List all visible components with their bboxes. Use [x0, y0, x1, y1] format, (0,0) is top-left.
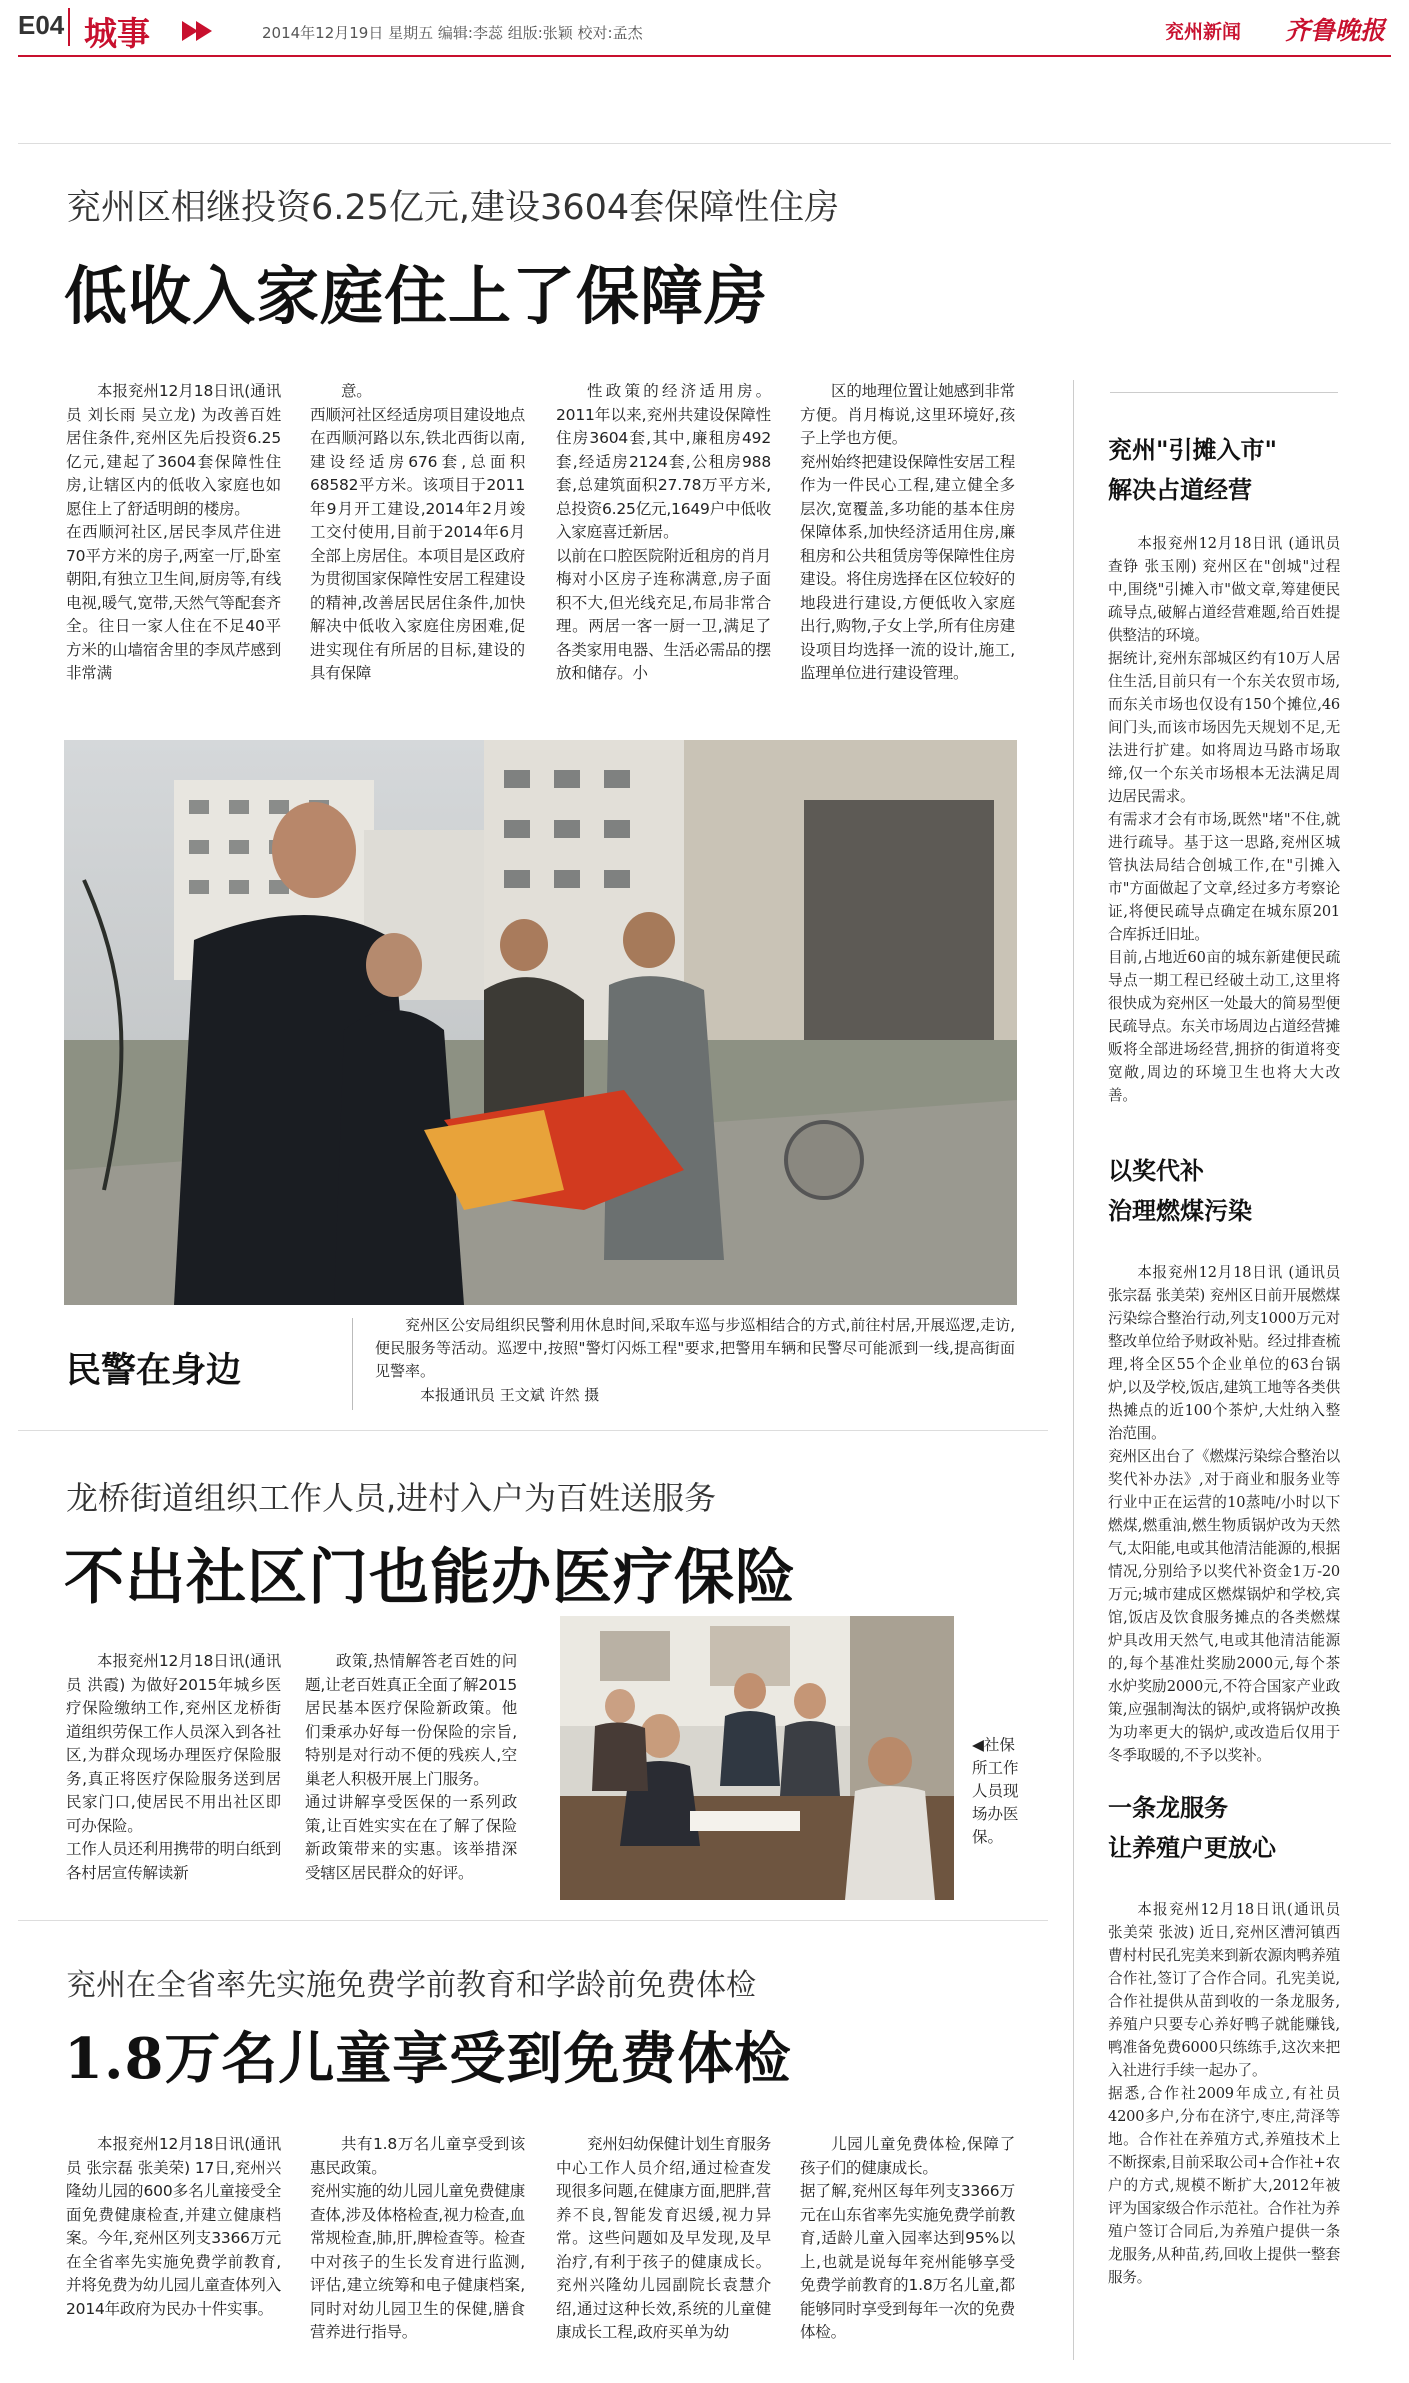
story3-headline: 1.8万名儿童享受到免费体检	[64, 2026, 792, 2092]
story3-col3: 兖州妇幼保健计划生育服务中心工作人员介绍,通过检查发现很多问题,在健康方面,肥胖,营养不良,智能发育迟缓,视力异常。这些问题如及早发现,及早治疗,有利于孩子的健康成长。兖州兴隆幼儿园副院长袁慧介绍,通过这种长效,系统的儿童健康成长工程,政府买单为幼	[556, 2135, 771, 2341]
sidebar-top-rule	[1110, 392, 1338, 393]
brand-masthead-logo: 齐鲁晚报	[1284, 16, 1385, 45]
story1-col3: 性政策的经济适用房。2011年以来,兖州共建设保障性住房3604套,其中,廉租房492套,经适房2124套,公租房988套,总建筑面积27.78万平方米,总投资6.25亿元,1649户中低收入家庭喜迁新居。 以前在口腔医院附近租房的肖月梅对小区房子连称满意,房子面积不大,但光线充足,布局非常合理。两居一客一厨一卫,满足了各类家用电器、生活必需品的摆放和储存。小	[556, 382, 771, 682]
story1-col2: 意。 西顺河社区经适房项目建设地点在西顺河路以东,铁北西街以南,建设经适房676套,总面积68582平方米。该项目于2011年9月开工建设,2014年2月竣工交付使用,目前于2014年6月全部上房居住。本项目是区政府为贯彻国家保障性安居工程建设的精神,改善居民居住条件,加快解决中低收入家庭住房困难,促进实现住有所居的目标,建设的具有保障	[310, 382, 525, 682]
sidebar-divider	[1073, 380, 1074, 2360]
photo2-caption: ◀社保所工作人员现场办医保。	[972, 1736, 1019, 1846]
header-rule	[18, 55, 1391, 57]
sidebar-a2-title1: 以奖代补	[1108, 1157, 1204, 1185]
caption-divider	[352, 1318, 353, 1410]
sidebar-a2-title2: 治理燃煤污染	[1108, 1197, 1252, 1225]
police-patrol-photo	[64, 740, 1017, 1305]
top-rule	[18, 143, 1391, 144]
story3-col4: 儿园儿童免费体检,保障了孩子们的健康成长。 据了解,兖州区每年列支3366万元在山东省率先实施免费学前教育,适龄儿童入园率达到95%以上,也就是说每年兖州能够享受免费学前教育的1.8万名儿童,都能够同时享受到每年一次的免费体检。	[800, 2135, 1015, 2341]
story3-col2: 共有1.8万名儿童享受到该惠民政策。 兖州实施的幼儿园儿童免费健康查体,涉及体格检查,视力检查,血常规检查,肺,肝,脾检查等。检查中对孩子的生长发育进行监测,评估,建立统筹和电子健康档案,同时对幼儿园卫生的保健,膳食营养进行指导。	[310, 2135, 525, 2341]
story2-col1: 本报兖州12月18日讯(通讯员 洪霞) 为做好2015年城乡医疗保险缴纳工作,兖州区龙桥街道组织劳保工作人员深入到各社区,为群众现场办理医疗保险服务,真正将医疗保险服务送到居民家门口,使居民不用出社区即可办保险。 工作人员还利用携带的明白纸到各村居宣传解读新	[66, 1652, 281, 1882]
section-rule-2	[18, 1430, 1048, 1431]
story1-col1: 本报兖州12月18日讯(通讯员 刘长雨 吴立龙) 为改善百姓居住条件,兖州区先后投资6.25亿元,建起了3604套保障性住房,让辖区内的低收入家庭也如愿住上了舒适明朗的楼房。 在西顺河社区,居民李凤芹住进70平方米的房子,两室一厅,卧室朝阳,有独立卫生间,厨房等,有线电视,暖气,宽带,天然气等配套齐全。往日一家人住在不足40平方米的山墙宿舍里的李凤芹感到非常满	[66, 382, 281, 682]
photo1-title: 民警在身边	[66, 1351, 242, 1391]
sidebar-a1-title2: 解决占道经营	[1108, 476, 1252, 504]
story2-col2: 政策,热情解答老百姓的问题,让老百姓真正全面了解2015居民基本医疗保险新政策。他们秉承办好每一份保险的宗旨,特别是对行动不便的残疾人,空巢老人积极开展上门服务。 通过讲解享受医保的一系列政策,让百姓实实在在了解了保险新政策带来的实惠。该举措深受辖区居民群众的好评。	[305, 1652, 517, 1882]
photo1-credit: 本报通讯员 王文斌 许然 摄	[420, 1386, 600, 1404]
sidebar-a1-text: 本报兖州12月18日讯 (通讯员 查铮 张玉刚) 兖州区在"创城"过程中,围绕"引摊入市"做文章,筹建便民疏导点,破解占道经营难题,给百姓提供整洁的环境。 据统计,兖州东部城区约有10万人居住生活,目前只有一个东关农贸市场,而东关市场也仅设有150个摊位,46间门头,而该市场因先天规划不足,无法进行扩建。如将周边马路市场取缔,仅一个东关市场根本无法满足周边居民需求。 有需求才会有市场,既然"堵"不住,就进行疏导。基于这一思路,兖州区城管执法局结合创城工作,在"引摊入市"方面做起了文章,经过多方考察论证,将便民疏导点确定在城东原201合库拆迁旧址。 目前,占地近60亩的城东新建便民疏导点一期工程已经破土动工,这里将很快成为兖州区一处最大的简易型便民疏导点。东关市场周边占道经营摊贩将全部进场经营,拥挤的街道将变宽敞,周边的环境卫生也将大大改善。	[1108, 535, 1340, 1104]
story3-col1: 本报兖州12月18日讯(通讯员 张宗磊 张美荣) 17日,兖州兴隆幼儿园的600多名儿童接受全面免费健康检查,并建立健康档案。今年,兖州区列支3366万元在全省率先实施免费学前教育,并将免费为幼儿园儿童查体列入2014年政府为民办十件实事。	[66, 2135, 281, 2318]
insurance-service-photo	[560, 1616, 954, 1900]
page-number: E04	[18, 10, 65, 40]
section-title: 城事	[84, 14, 150, 53]
chevron-right-icon	[196, 21, 212, 41]
story2-headline: 不出社区门也能办医疗保险	[64, 1543, 796, 1613]
sidebar-a3-text: 本报兖州12月18日讯(通讯员 张美荣 张波) 近日,兖州区漕河镇西曹村村民孔宪美来到新农源肉鸭养殖合作社,签订了合作合同。孔宪美说,合作社提供从苗到收的一条龙服务,养殖户只要专心养好鸭子就能赚钱,鸭准备免费6000只练练手,这次来把入社进行手续一起办了。 据悉,合作社2009年成立,有社员4200多户,分布在济宁,枣庄,菏泽等地。合作社在养殖方式,养殖技术上不断探索,目前采取公司+合作社+农户的方式,规模不断扩大,2012年被评为国家级合作示范社。合作社为养殖户签订合同后,为养殖户提供一条龙服务,从种苗,药,回收上提供一整套服务。	[1108, 1901, 1340, 2286]
story2-kicker: 龙桥街道组织工作人员,进村入户为百姓送服务	[66, 1479, 717, 1517]
photo1-caption: 兖州区公安局组织民警利用休息时间,采取车巡与步巡相结合的方式,前往村居,开展巡逻,走访,便民服务等活动。巡逻中,按照"警灯闪烁工程"要求,把警用车辆和民警尽可能派到一线,提高街面见警率。	[375, 1316, 1015, 1380]
section-rule-3	[18, 1920, 1048, 1921]
story1-headline: 低收入家庭住上了保障房	[64, 259, 768, 333]
sidebar-a3-title2: 让养殖户更放心	[1108, 1834, 1276, 1862]
story3-kicker: 兖州在全省率先实施免费学前教育和学龄前免费体检	[66, 1968, 756, 2003]
sidebar-a2-text: 本报兖州12月18日讯 (通讯员 张宗磊 张美荣) 兖州区日前开展燃煤污染综合整治行动,列支1000万元对整改单位给予财政补贴。经过排查梳理,将全区55个企业单位的63台锅炉,以及学校,饭店,建筑工地等各类供热摊点的近100个茶炉,大灶纳入整治范围。 兖州区出台了《燃煤污染综合整治以奖代补办法》,对于商业和服务业等行业中正在运营的10蒸吨/小时以下燃煤,燃重油,燃生物质锅炉改为天然气,太阳能,电或其他清洁能源的,根据情况,分别给予以奖代补资金1万-20万元;城市建成区燃煤锅炉和学校,宾馆,饭店及饮食服务摊点的各类燃煤炉具改用天然气,电或其他清洁能源的,每个基准灶奖励2000元,每个茶水炉奖励2000元,不符合国家产业政策,应强制淘汰的锅炉,或将锅炉改换为功率更大的锅炉,或改造后仅用于冬季取暖的,不予以奖补。	[1108, 1264, 1340, 1764]
edition-meta: 2014年12月19日 星期五 编辑:李蕊 组版:张颖 校对:孟杰	[262, 24, 643, 42]
story1-col4: 区的地理位置让她感到非常方便。肖月梅说,这里环境好,孩子上学也方便。 兖州始终把建设保障性安居工程作为一件民心工程,建立健全多层次,宽覆盖,多功能的基本住房保障体系,加快经济适用住房,廉租房和公共租赁房等保障性住房建设。将住房选择在区位较好的地段进行建设,方便低收入家庭出行,购物,子女上学,所有住房建设项目均选择一流的设计,施工,监理单位进行建设管理。	[800, 382, 1015, 682]
sidebar-a3-title1: 一条龙服务	[1108, 1794, 1228, 1822]
sidebar-a1-title1: 兖州"引摊入市"	[1108, 436, 1278, 464]
story1-kicker: 兖州区相继投资6.25亿元,建设3604套保障性住房	[66, 188, 840, 228]
brand-yanzhou-news: 兖州新闻	[1164, 21, 1241, 43]
header-divider-icon	[68, 8, 70, 46]
